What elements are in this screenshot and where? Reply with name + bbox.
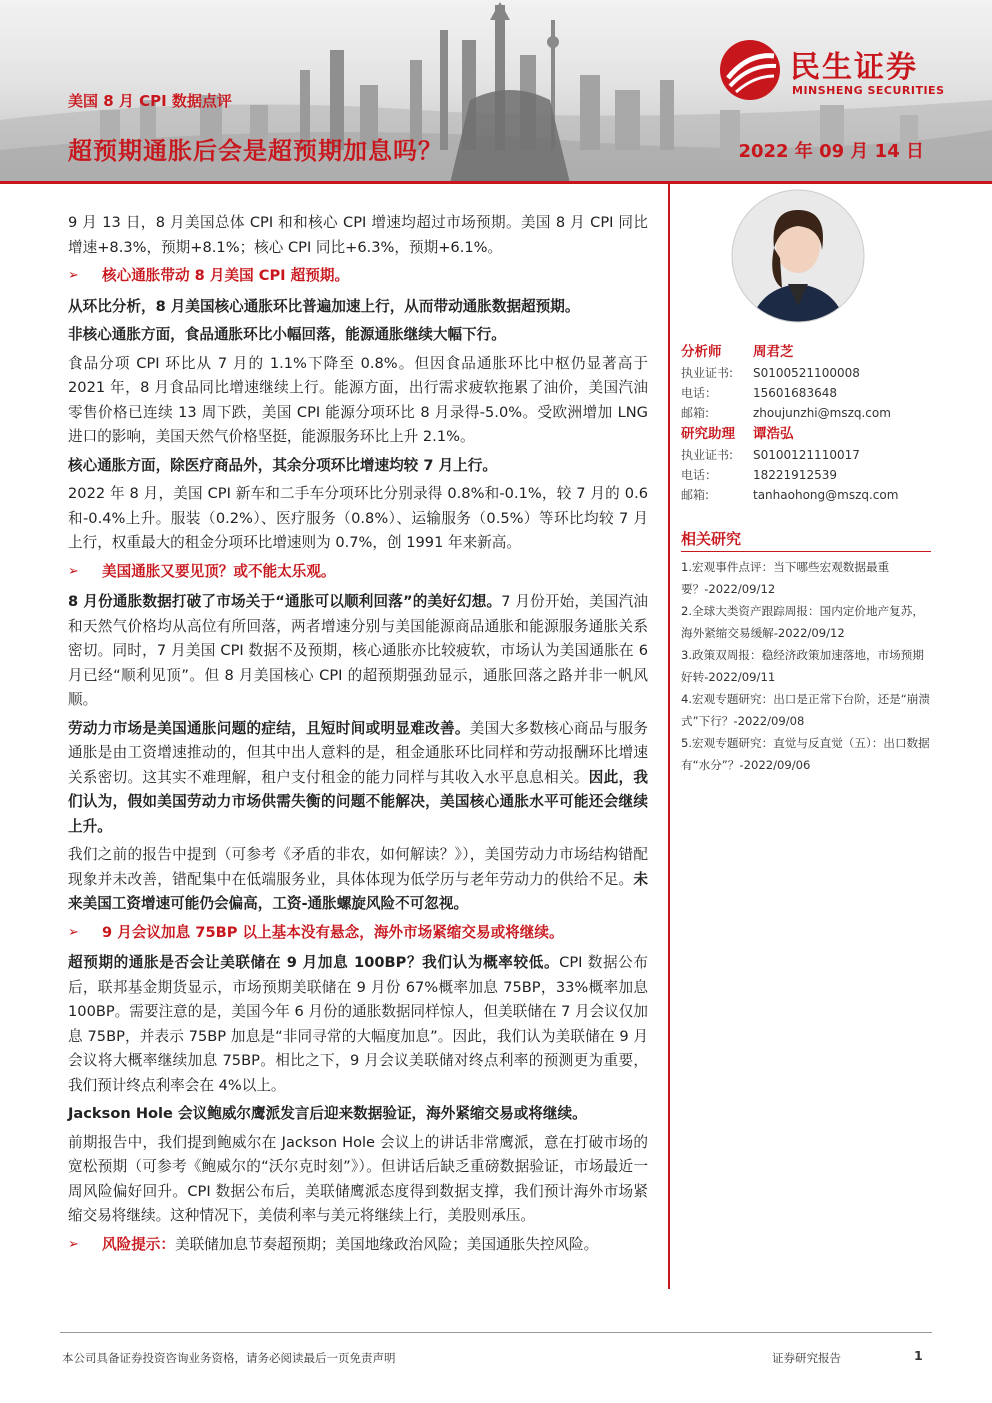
cert-row xyxy=(681,445,921,465)
bold-lead: 8 月份通胀数据打破了市场关于“通胀可以顺利回落”的美好幻想。 xyxy=(68,593,502,610)
phone-label: 电话： xyxy=(681,468,718,482)
main-content xyxy=(68,211,648,1263)
paragraph-text: CPI 数据公布后，联邦基金期货显示，市场预期美联储在 9 月份 67%概率加息 75BP，33%概率加息 100BP。需要注意的是，美国今年 6 月份的通胀数据同样惊人，但美联储在 7 月会议仅加息 75BP，并表示 75BP 加息是“非同寻常的大幅度加息”。因此，我们认为美联储在 9 月会议将大概率继续加息 75BP。相比之下，9 月会议美联储对终点利率的预测更为重要，我们预计终点利率会在 4%以上。 xyxy=(68,954,648,1094)
report-date: 2022 年 09 月 14 日 xyxy=(738,141,924,162)
paragraph xyxy=(68,951,648,1098)
role-label: 研究助理 xyxy=(681,426,735,442)
header-divider xyxy=(0,181,992,184)
analyst-name: 周君芝 xyxy=(753,344,794,360)
risk-warning xyxy=(68,1233,648,1258)
footer-divider xyxy=(60,1332,932,1333)
page-number: 1 xyxy=(914,1348,923,1363)
minsheng-logo xyxy=(718,38,968,102)
report-title: 超预期通胀后会是超预期加息吗？ xyxy=(68,137,443,165)
analyst-info xyxy=(681,341,921,505)
bold-lead: 劳动力市场是美国通胀问题的症结，且短时间或明显难改善。 xyxy=(68,719,470,737)
email-link[interactable]: tanhaohong@mszq.com xyxy=(753,488,899,502)
bold-conclusion: 未来美国工资增速可能仍会偏高，工资-通胀螺旋风险不可忽视。 xyxy=(68,870,648,912)
bold-conclusion: 因此，我们认为，假如美国劳动力市场供需失衡的问题不能解决，美国核心通胀水平可能还会继续上升。 xyxy=(68,768,648,835)
cert-value: S0100521100008 xyxy=(753,366,860,380)
bold-paragraph: Jackson Hole 会议鲍威尔鹰派发言后迎来数据验证，海外紧缩交易或将继续。 xyxy=(68,1105,587,1122)
phone-row xyxy=(681,383,921,403)
bold-paragraph: 非核心通胀方面，食品通胀环比小幅回落，能源通胀继续大幅下行。 xyxy=(68,326,506,343)
related-item[interactable]: 5.宏观专题研究：直觉与反直觉（五）：出口数据有“水分”？-2022/09/06 xyxy=(681,736,930,772)
paragraph: 前期报告中，我们提到鲍威尔在 Jackson Hole 会议上的讲话非常鹰派，意在打破市场的宽松预期（可参考《鲍威尔的“沃尔克时刻”》）。但讲话后缺乏重磅数据验证，市场最近一周风险偏好回升。CPI 数据公布后，美联储鹰派态度得到数据支撑，我们预计海外市场紧缩交易将继续。这种情况下，美债利率与美元将继续上行，美股则承压。 xyxy=(68,1133,648,1224)
analyst-role-row xyxy=(681,341,921,363)
related-research-list xyxy=(681,556,931,776)
phone-value: 15601683648 xyxy=(753,386,837,400)
bold-paragraph: 从环比分析，8 月美国核心通胀环比普遍加速上行，从而带动通胀数据超预期。 xyxy=(68,297,580,315)
related-research-title: 相关研究 xyxy=(681,530,742,548)
section-heading-3 xyxy=(68,921,648,946)
report-subtitle: 美国 8 月 CPI 数据点评 xyxy=(68,92,232,110)
email-label: 邮箱: xyxy=(681,406,710,420)
intro-paragraph: 9 月 13 日，8 月美国总体 CPI 和和核心 CPI 增速均超过市场预期。美国 8 月 CPI 同比增速+8.3%，预期+8.1%；核心 CPI 同比+6.3%，预期+6.1%。 xyxy=(68,214,648,256)
logo-english-name: MINSHENG SECURITIES xyxy=(792,84,945,97)
arrow-bullet-icon: ➢ xyxy=(68,924,79,940)
section-heading-2 xyxy=(68,560,648,585)
footer-disclaimer: 本公司具备证券投资咨询业务资格，请务必阅读最后一页免责声明 xyxy=(62,1351,396,1365)
arrow-bullet-icon: ➢ xyxy=(68,268,79,283)
email-label: 邮箱: xyxy=(681,488,710,502)
risk-text: 美联储加息节奏超预期；美国地缘政治风险；美国通胀失控风险。 xyxy=(174,1235,599,1253)
phone-row xyxy=(681,465,921,485)
logo-chinese-name: 民生证券 xyxy=(790,50,918,85)
analyst-role-row xyxy=(681,423,921,445)
section-heading-text: 9 月会议加息 75BP 以上基本没有悬念，海外市场紧缩交易或将继续。 xyxy=(102,923,564,941)
arrow-bullet-icon: ➢ xyxy=(68,1236,79,1252)
cert-value: S0100121110017 xyxy=(753,448,860,462)
related-item[interactable]: 1.宏观事件点评：当下哪些宏观数据最重要？-2022/09/12 xyxy=(681,560,890,596)
column-divider xyxy=(668,184,670,1289)
arrow-bullet-icon: ➢ xyxy=(68,563,79,579)
phone-label: 电话： xyxy=(681,386,718,400)
header-banner xyxy=(0,0,992,183)
email-row xyxy=(681,403,921,423)
paragraph-text: 我们之前的报告中提到（可参考《矛盾的非农，如何解读？》），美国劳动力市场结构错配现象并未改善，错配集中在低端服务业，具体体现为低学历与老年劳动力的供给不足。 xyxy=(68,846,648,888)
section-heading-1 xyxy=(68,264,648,289)
paragraph-text: 美国大多数核心商品与服务通胀是由工资增速推动的，但其中出人意料的是，租金通胀环比同样和劳动报酬环比增速关系密切。这其实不难理解，租户支付租金的能力同样与其收入水平息息相关。 xyxy=(68,719,648,786)
analyst-photo xyxy=(730,188,866,324)
phone-value: 18221912539 xyxy=(753,468,837,482)
email-row xyxy=(681,485,921,505)
risk-label: 风险提示： xyxy=(102,1235,175,1253)
cert-label: 执业证书: xyxy=(681,366,734,380)
section-heading-text: 美国通胀又要见顶？或不能太乐观。 xyxy=(102,562,336,580)
paragraph-text: 7 月份开始，美国汽油和天然气价格均从高位有所回落，两者增速分别与美国能源商品通胀和能源服务通胀关系密切。同时，7 月美国 CPI 数据不及预期，核心通胀亦比较疲软，市场认为美国通胀在 6 月已经“顺利见顶”。但 8 月美国核心 CPI 的超预期强劲显示，通胀回落之路并非一帆风顺。 xyxy=(68,593,648,708)
bold-paragraph: 核心通胀方面，除医疗商品外，其余分项环比增速均较 7 月上行。 xyxy=(68,456,497,474)
paragraph xyxy=(68,717,648,840)
paragraph xyxy=(68,843,648,917)
related-item[interactable]: 2.全球大类资产跟踪周报：国内定价地产复苏，海外紧缩交易缓解-2022/09/12 xyxy=(681,604,924,640)
related-item[interactable]: 4.宏观专题研究：出口是正常下台阶，还是“崩溃式”下行？-2022/09/08 xyxy=(681,692,930,728)
paragraph: 2022 年 8 月，美国 CPI 新车和二手车分项环比分别录得 0.8%和-0.1%，较 7 月的 0.6 和-0.4%上升。服装（0.2%）、医疗服务（0.8%）、运输服务（0.5%）等环比均较 7 月上行，权重最大的租金分项环比增速则为 0.7%，创 1991 年来新高。 xyxy=(68,485,648,551)
bold-lead: 超预期的通胀是否会让美联储在 9 月加息 100BP？我们认为概率较低。 xyxy=(68,954,560,971)
analyst-name: 谭浩弘 xyxy=(753,426,794,442)
footer-doc-type: 证券研究报告 xyxy=(772,1351,841,1365)
cert-label: 执业证书: xyxy=(681,448,734,462)
related-item[interactable]: 3.政策双周报：稳经济政策加速落地，市场预期好转-2022/09/11 xyxy=(681,648,924,684)
cert-row xyxy=(681,363,921,383)
role-label: 分析师 xyxy=(681,344,722,360)
related-divider xyxy=(681,551,931,552)
paragraph xyxy=(68,590,648,713)
minsheng-logo-icon xyxy=(718,38,782,102)
paragraph: 食品分项 CPI 环比从 7 月的 1.1%下降至 0.8%。但因食品通胀环比中枢仍显著高于 2021 年，8 月食品同比增速继续上行。能源方面，出行需求疲软拖累了油价，美国汽油零售价格已连续 13 周下跌，美国 CPI 能源分项环比 8 月录得-5.0%。受欧洲增加 LNG 进口的影响，美国天然气价格坚挺，能源服务环比上升 2.1%。 xyxy=(68,354,648,445)
section-heading-text: 核心通胀带动 8 月美国 CPI 超预期。 xyxy=(102,267,350,284)
email-link[interactable]: zhoujunzhi@mszq.com xyxy=(753,406,891,420)
